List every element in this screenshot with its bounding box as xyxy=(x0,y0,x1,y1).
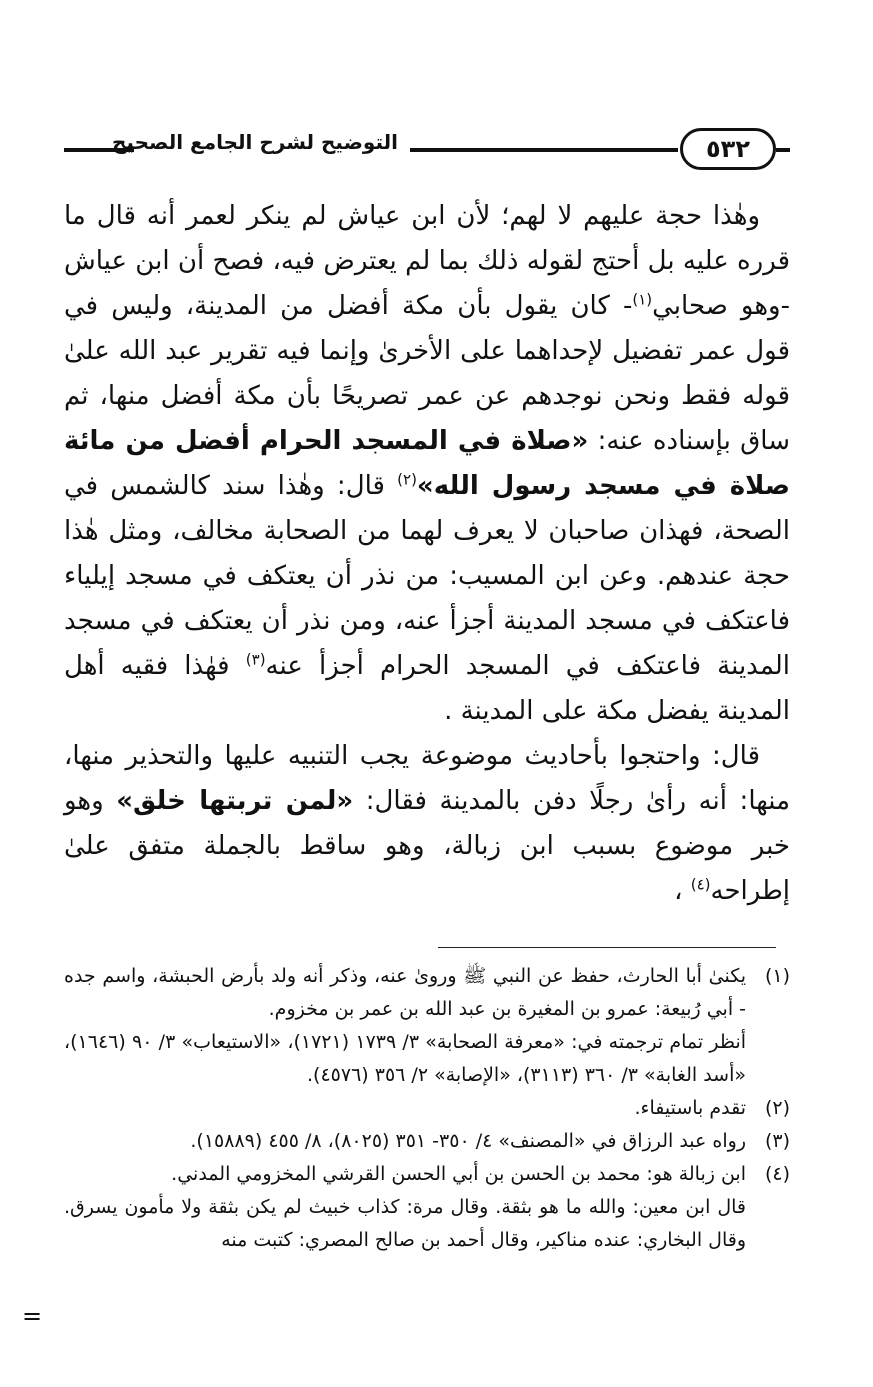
page-number xyxy=(680,128,776,170)
header-rule xyxy=(64,148,134,152)
paragraph xyxy=(64,194,790,734)
footnote-item xyxy=(64,1158,790,1191)
header-rule xyxy=(776,148,790,152)
footnote-text: أنظر تمام ترجمته في: «معرفة الصحابة» ٣/ ١٧٣٩ (١٧٢١)، «الاستيعاب» ٣/ ٩٠ (١٦٤٦)، «أسد الغابة» ٣/ ٣٦٠ (٣١١٣)، «الإصابة» ٢/ ٣٥٦ (٤٥٧٦). xyxy=(64,1031,747,1086)
footnote-text: رواه عبد الرزاق في «المصنف» ٤/ ٣٥٠- ٣٥١ (٨٠٢٥)، ٨/ ٤٥٥ (١٥٨٨٩). xyxy=(190,1130,746,1152)
footnote-separator xyxy=(438,947,776,948)
footnote-ref[interactable]: (٢) xyxy=(397,470,417,489)
footnote-item xyxy=(64,1125,790,1158)
footnote-ref[interactable]: (٣) xyxy=(245,650,266,669)
hadith-quote: «لمن تربتها خلق» xyxy=(116,786,354,816)
footnote-ref[interactable]: (١) xyxy=(632,290,653,309)
page-header xyxy=(64,126,790,182)
footnote-item xyxy=(64,960,790,1026)
footnote-number: (١) xyxy=(764,965,790,987)
footnote-number: (٢) xyxy=(764,1097,790,1119)
header-rule xyxy=(410,148,678,152)
footnote-text: تقدم باستيفاء. xyxy=(634,1097,746,1119)
footnote-text: ابن زبالة هو: محمد بن الحسن بن أبي الحسن القرشي المخزومي المدني. xyxy=(171,1163,746,1185)
footnote-number: (٤) xyxy=(764,1163,790,1185)
hadith-quote: «صلاة في المسجد الحرام أفضل من مائة صلاة في مسجد رسول الله» xyxy=(64,426,790,501)
text-run: قال: واحتجوا بأحاديث موضوعة يجب التنبيه عليها والتحذير منها، منها: أنه رأىٰ رجلًا دفن بالمدينة فقال: xyxy=(64,741,790,816)
text-run: - كان يقول بأن مكة أفضل من المدينة، وليس في قول عمر تفضيل لإحداهما على الأخرىٰ وإنما فيه تقرير عبد الله علىٰ قوله فقط ونحن نوجدهم عن عمر تصريحًا بأن مكة أفضل منها، ثم ساق بإسناده عنه: xyxy=(64,291,790,456)
text-run: قال: وهٰذا سند كالشمس في الصحة، فهذان صاحبان لا يعرف لهما من الصحابة مخالف، ومثل هٰذا حجة عندهم. وعن ابن المسيب: من نذر أن يعتكف في مسجد إيلياء فاعتكف في مسجد المدينة أجزأ عنه، ومن نذر أن يعتكف في مسجد المدينة فاعتكف في المسجد الحرام أجزأ عنه xyxy=(64,471,790,681)
footnote-number: (٣) xyxy=(764,1130,790,1152)
main-text xyxy=(64,194,790,914)
footnote-text: قال ابن معين: والله ما هو بثقة. وقال مرة: كذاب خبيث لم يكن بثقة ولا مأمون يسرق. وقال البخاري: عنده مناكير، وقال أحمد بن صالح المصري: كتبت منه xyxy=(64,1196,746,1251)
footnote-item xyxy=(64,1092,790,1125)
running-title: التوضيح لشرح الجامع الصحيح xyxy=(112,130,398,154)
text-run: ، xyxy=(674,876,691,906)
continuation-mark: = xyxy=(22,1302,43,1330)
page-number-text: ٥٣٢ xyxy=(706,135,750,163)
text-run: وهو خبر موضوع بسبب ابن زبالة، وهو ساقط بالجملة متفق علىٰ إطراحه xyxy=(64,786,790,906)
footnotes xyxy=(64,960,790,1257)
footnote-ref[interactable]: (٤) xyxy=(690,875,711,894)
text-run: فهٰذا فقيه أهل المدينة يفضل مكة على المدينة . xyxy=(64,651,790,726)
footnote-text: يكنىٰ أبا الحارث، حفظ عن النبي ﷺ وروىٰ عنه، وذكر أنه ولد بأرض الحبشة، واسم جده - أبي رُبيعة: عمرو بن المغيرة بن عبد الله بن عمر بن مخزوم. xyxy=(64,965,746,1020)
text-run: وهٰذا حجة عليهم لا لهم؛ لأن ابن عياش لم ينكر لعمر أنه قال ما قرره عليه بل أحتج لقوله ذلك بما لم يعترض فيه، فصح أن ابن عياش -وهو صحابي xyxy=(64,201,790,321)
paragraph xyxy=(64,734,790,914)
